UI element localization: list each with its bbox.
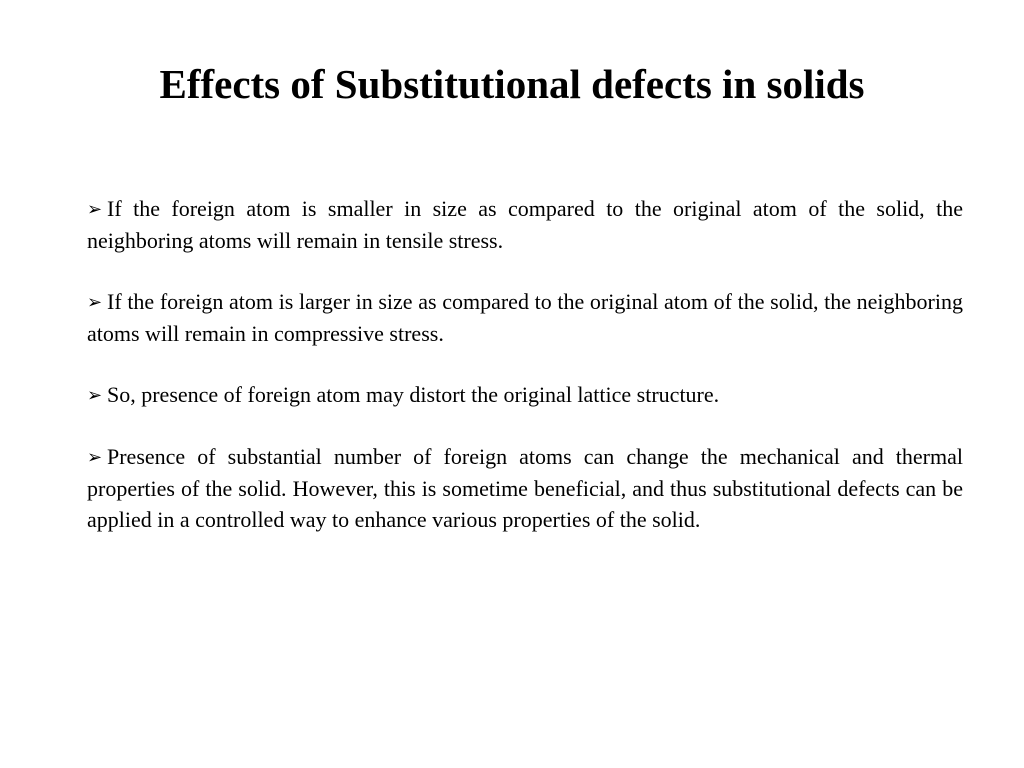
bullet-text: If the foreign atom is larger in size as compared to the original atom of the solid, the neighboring atoms will remain in compressive stress. bbox=[87, 289, 963, 346]
bullet-item bbox=[87, 193, 963, 256]
bullet-text: Presence of substantial number of foreign atoms can change the mechanical and thermal properties of the solid. However, this is sometime beneficial, and thus substitutional defects can be applied in a controlled way to enhance various properties of the solid. bbox=[87, 444, 963, 532]
bullet-list bbox=[87, 193, 963, 535]
arrow-bullet-icon: ➢ bbox=[87, 292, 103, 313]
bullet-item bbox=[87, 286, 963, 349]
bullet-text: If the foreign atom is smaller in size as compared to the original atom of the solid, the neighboring atoms will remain in tensile stress. bbox=[87, 196, 963, 253]
bullet-item bbox=[87, 379, 963, 411]
arrow-bullet-icon: ➢ bbox=[87, 447, 103, 468]
arrow-bullet-icon: ➢ bbox=[87, 385, 103, 406]
bullet-item bbox=[87, 441, 963, 535]
slide-title: Effects of Substitutional defects in solids bbox=[159, 61, 865, 107]
bullet-text: So, presence of foreign atom may distort the original lattice structure. bbox=[107, 382, 720, 407]
arrow-bullet-icon: ➢ bbox=[87, 199, 103, 220]
